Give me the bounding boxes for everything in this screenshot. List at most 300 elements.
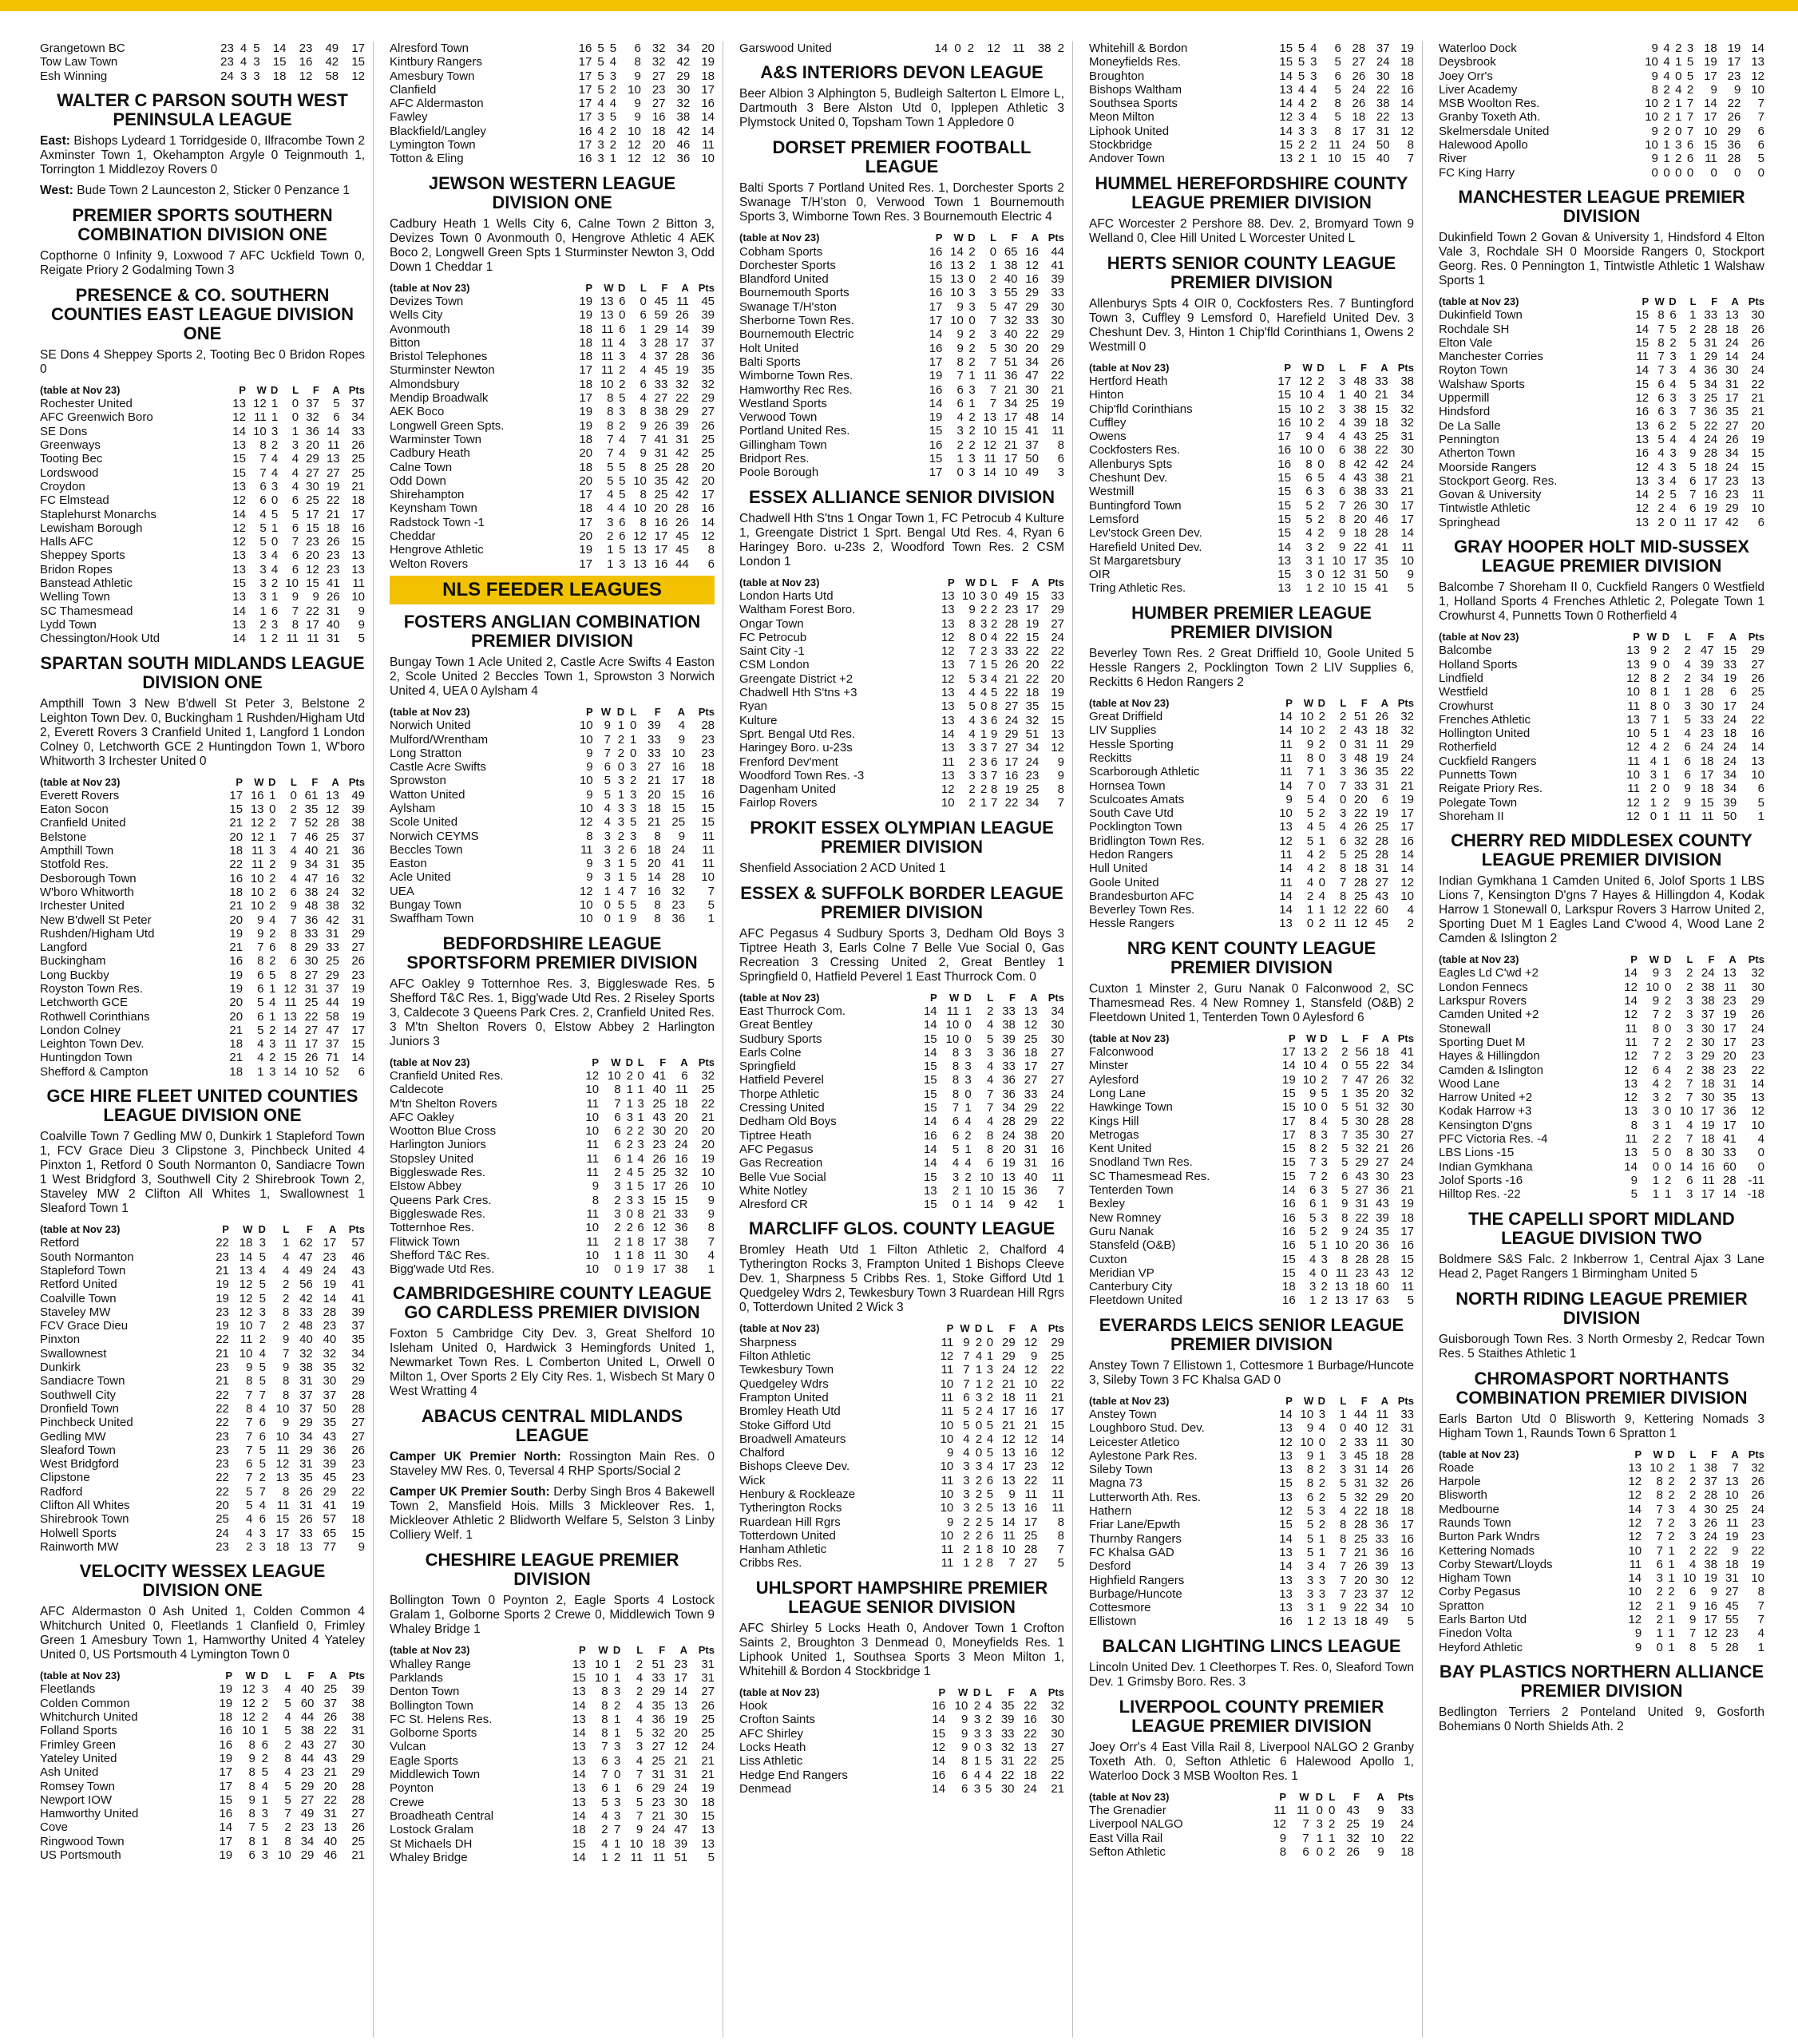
table-row: Stansfeld (O&B) 16 5 1 10 20 36 16 (1089, 1238, 1414, 1253)
table-row: Lymington Town 17 3 2 12 20 46 11 (390, 138, 715, 153)
table-row: Fleetlands 19 12 3 4 40 25 39 (40, 1682, 365, 1697)
table-row: FC St. Helens Res. 13 8 1 4 36 19 25 (390, 1712, 715, 1726)
table-row: Kings Hill 17 8 4 5 30 28 28 (1089, 1114, 1414, 1128)
table-row: Retford United 19 12 5 2 56 19 41 (40, 1278, 365, 1292)
table-row: AFC Shirley 15 9 3 3 33 22 30 (739, 1726, 1064, 1741)
table-row: Westfield 10 8 1 1 28 6 25 (1439, 685, 1764, 699)
table-row: Reigate Priory Res. 11 2 0 9 18 34 6 (1439, 782, 1764, 796)
table-row: Rochdale SH 14 7 5 2 28 18 26 (1439, 322, 1764, 336)
table-row: Dunkirk 23 9 5 9 38 35 32 (40, 1361, 365, 1375)
table-row: Bollington Town 14 8 2 4 35 13 26 (390, 1698, 715, 1713)
table-row: Harpole 12 8 2 2 37 13 26 (1439, 1475, 1764, 1489)
table-row: Waterloo Dock 9 4 2 3 18 19 14 (1439, 42, 1764, 55)
table-row: Keynsham Town 18 4 4 10 20 28 16 (390, 501, 715, 516)
table-row: Alresford Town 16 5 5 6 32 34 20 (390, 42, 715, 55)
table-row: Hertford Heath 17 12 2 3 48 33 38 (1089, 374, 1414, 388)
table-row: FC Elmstead 12 6 0 6 25 22 18 (40, 493, 365, 508)
table-row: Polegate Town 12 1 2 9 15 39 5 (1439, 795, 1764, 810)
table-row: Gas Recreation 14 4 4 6 19 31 16 (739, 1156, 1064, 1171)
league-heading: PREMIER SPORTS SOUTHERN COMBINATION DIVISION ONE (72, 204, 333, 244)
table-row: Flitwick Town 11 2 1 8 17 38 7 (390, 1234, 715, 1249)
table-row: Brandesburton AFC 14 2 4 8 25 43 10 (1089, 889, 1414, 903)
table-row: Lev'stock Green Dev. 15 4 2 9 18 28 14 (1089, 526, 1414, 541)
table-row: Sporting Duet M 11 7 2 2 30 17 23 (1439, 1035, 1764, 1049)
table-row: Elstow Abbey 9 3 1 5 17 26 10 (390, 1179, 715, 1194)
table-row: Heyford Athletic 9 0 1 8 5 28 1 (1439, 1640, 1764, 1654)
table-row: Staveley MW 23 12 3 8 33 28 39 (40, 1305, 365, 1319)
table-row: New B'dwell St Peter 20 9 4 7 36 42 31 (40, 913, 365, 927)
table-row: Aylsham 10 4 3 3 18 15 15 (390, 801, 715, 815)
table-row: Southsea Sports 14 4 2 8 26 38 14 (1089, 97, 1414, 111)
table-row: Finedon Volta 9 1 1 7 12 23 4 (1439, 1626, 1764, 1641)
table-row: OIR 15 3 0 12 31 50 9 (1089, 568, 1414, 582)
table-row: Kintbury Rangers 17 5 4 8 32 42 19 (390, 55, 715, 69)
table-row: SC Thamesmead 14 1 6 7 22 31 9 (40, 604, 365, 618)
table-row: Mulford/Wrentham 10 7 2 1 33 9 23 (390, 732, 715, 747)
table-row: Sherborne Town Res. 17 10 0 7 32 33 30 (739, 314, 1064, 328)
table-row: Golborne Sports 14 8 1 5 32 20 25 (390, 1726, 715, 1741)
league-heading: GCE HIRE FLEET UNITED COUNTIES LEAGUE DIVISION ONE (46, 1086, 358, 1126)
table-row: South Cave Utd 10 5 2 3 22 19 17 (1089, 806, 1414, 821)
table-row: Lostock Gralam 18 2 7 9 24 47 13 (390, 1823, 715, 1837)
results-text: Anstey Town 7 Ellistown 1, Cottesmore 1 Burbage/Huncote 3, Sileby Town 3 FC Khalsa GAD 0 (1089, 1358, 1414, 1387)
results-text: Chadwell Hth S'tns 1 Ongar Town 1, FC Petrocub 4 Kulture 1, Greengate District 1 Sprt. Bengal Utd Res. 4, Ryan 6 Haringey Boro. u-23s 2, Woodford Town Res. 2 CSM London 1 (739, 511, 1064, 568)
table-row: Bridon Ropes 13 3 4 6 12 23 13 (40, 562, 365, 576)
table-header-row: (table at Nov 23) P W D L F A Pts (739, 991, 1064, 1004)
table-row: Sheppey Sports 13 3 4 6 20 23 13 (40, 549, 365, 563)
table-row: LBS Lions -15 13 5 0 8 30 33 0 (1439, 1146, 1764, 1160)
table-row: De La Salle 13 6 2 5 22 27 20 (1439, 418, 1764, 433)
table-row: Medbourne 14 7 3 4 30 25 24 (1439, 1502, 1764, 1516)
table-row: Sharpness 11 9 2 0 29 12 29 (739, 1335, 1064, 1349)
table-row: Bournemouth Sports 16 10 3 3 55 29 33 (739, 286, 1064, 300)
table-row: Tintwistle Athletic 12 2 4 6 19 29 10 (1439, 501, 1764, 516)
table-row: Blandford United 15 13 0 2 40 16 39 (739, 272, 1064, 287)
table-row: London Harts Utd 13 10 3 0 49 15 33 (739, 588, 1064, 603)
table-row: Amesbury Town 17 5 3 9 27 29 18 (390, 69, 715, 83)
league-table (739, 42, 1064, 55)
table-row: Long Lane 15 9 5 1 35 20 32 (1089, 1086, 1414, 1100)
table-row: Tiptree Heath 16 6 2 8 24 38 20 (739, 1128, 1064, 1143)
table-row: Bexley 16 6 1 9 31 43 19 (1089, 1197, 1414, 1211)
table-header-row: (table at Nov 23) P W D L F A Pts (739, 1322, 1064, 1335)
column-5 (1431, 42, 1772, 2038)
table-row: Corby Pegasus 10 2 2 6 9 27 8 (1439, 1585, 1764, 1599)
table-row: Lemsford 15 5 2 8 20 46 17 (1089, 512, 1414, 526)
table-row: Greenways 13 8 2 3 20 11 26 (40, 438, 365, 453)
table-row: Mendip Broadwalk 17 8 5 4 27 22 29 (390, 391, 715, 406)
league-table (739, 1686, 1064, 1796)
results-text: Ampthill Town 3 New B'dwell St Peter 3, Belstone 2 Leighton Town Dev. 0, Buckingham 1 Rushden/Higham Utd 2, Everett Rovers 3 Cranfield United 1, Langford 1 London Colney 0, Letchworth GCE 2 Huntingdon Town 1, W'boro Whitworth 3 Irchester United 0 (40, 696, 365, 768)
table-row: US Portsmouth 19 6 3 10 29 46 21 (40, 1848, 365, 1863)
league-heading: PRESENCE & CO. SOUTHERN COUNTIES EAST LEAGUE DIVISION ONE (51, 284, 354, 343)
table-row: Letchworth GCE 20 5 4 11 25 44 19 (40, 996, 365, 1010)
table-row: FC King Harry 0 0 0 0 0 0 0 (1439, 165, 1764, 180)
table-header-row: (table at Nov 23) P W D L F A Pts (1439, 953, 1764, 966)
table-row: SC Thamesmead Res. 15 7 2 6 43 30 23 (1089, 1169, 1414, 1183)
table-row: Desford 14 3 4 7 26 39 13 (1089, 1559, 1414, 1574)
table-row: Meon Milton 12 3 4 5 18 22 13 (1089, 110, 1414, 125)
table-row: Longwell Green Spts. 19 8 2 9 26 39 26 (390, 418, 715, 433)
table-row: Sudbury Sports 15 10 0 5 39 25 30 (739, 1032, 1064, 1046)
table-row: Buntingford Town 15 5 2 7 26 30 17 (1089, 498, 1414, 513)
table-row: Cribbs Res. 11 1 2 8 7 27 5 (739, 1556, 1064, 1571)
table-row: Desborough Town 16 10 2 4 47 16 32 (40, 871, 365, 885)
table-row: Hornsea Town 14 7 0 7 33 31 21 (1089, 778, 1414, 793)
table-row: FC Petrocub 12 8 0 4 22 15 24 (739, 630, 1064, 644)
table-row: Calne Town 18 5 5 8 25 28 20 (390, 460, 715, 474)
table-row: Halewood Apollo 10 1 3 6 15 36 6 (1439, 138, 1764, 153)
league-table (1439, 953, 1764, 1201)
table-row: Uppermill 12 6 3 3 25 17 21 (1439, 391, 1764, 406)
table-row: Earls Barton Utd 12 2 1 9 17 55 7 (1439, 1613, 1764, 1627)
table-row: Blisworth 12 8 2 2 28 10 26 (1439, 1488, 1764, 1503)
table-row: Ongar Town 13 8 3 2 28 19 27 (739, 616, 1064, 631)
table-row: Denton Town 13 8 3 2 29 14 27 (390, 1685, 715, 1699)
table-row: Hedge End Rangers 16 6 4 4 22 18 22 (739, 1768, 1064, 1782)
table-row: Thurnby Rangers 14 5 1 8 25 33 16 (1089, 1531, 1414, 1546)
table-row: Sefton Athletic 8 6 0 2 26 9 18 (1089, 1844, 1414, 1859)
table-row: Cheddar 20 2 6 12 17 45 12 (390, 529, 715, 544)
table-row: Hindsford 16 6 3 7 36 35 21 (1439, 405, 1764, 419)
table-row: Lydd Town 13 2 3 8 17 40 9 (40, 617, 365, 632)
table-row: Harrow United +2 12 3 2 7 30 35 13 (1439, 1091, 1764, 1105)
results-text: Boldmere S&S Falc. 2 Inkberrow 1, Central Ajax 3 Lane Head 2, Paget Rangers 1 Birmingham United 5 (1439, 1252, 1764, 1281)
column-3 (731, 42, 1073, 2038)
table-row: AFC Oakley 10 6 3 1 43 20 21 (390, 1110, 715, 1124)
table-row: Holt United 16 9 2 5 30 20 29 (739, 341, 1064, 355)
league-heading: ABACUS CENTRAL MIDLANDS LEAGUE (421, 1406, 683, 1446)
league-heading: EVERARDS LEICS SENIOR LEAGUE PREMIER DIVISION (1099, 1314, 1404, 1354)
table-row: Falconwood 17 13 2 2 56 18 41 (1089, 1045, 1414, 1060)
table-row: AFC Pegasus 14 5 1 8 20 31 16 (739, 1142, 1064, 1156)
table-row: Radford 22 5 7 8 26 29 22 (40, 1484, 365, 1499)
results-text: Earls Barton Utd 0 Blisworth 9, Kettering Nomads 3 Higham Town 1, Raunds Town 6 Spratton 1 (1439, 1412, 1764, 1440)
table-row: Cranfield United 21 12 2 7 52 28 38 (40, 816, 365, 830)
table-row: Caldecote 10 8 1 1 40 11 25 (390, 1083, 715, 1097)
table-row: Govan & University 14 2 5 7 16 23 11 (1439, 488, 1764, 502)
table-row: Newport IOW 15 9 1 5 27 22 28 (40, 1792, 365, 1807)
table-row: Norwich United 10 9 1 0 39 4 28 (390, 719, 715, 733)
table-row: Clipstone 22 7 2 13 35 45 23 (40, 1471, 365, 1485)
table-row: Hanham Athletic 11 2 1 8 10 28 7 (739, 1543, 1064, 1557)
table-row: Crewe 13 5 3 5 23 30 18 (390, 1795, 715, 1809)
table-row: PFC Victoria Res. -4 11 2 2 7 18 41 4 (1439, 1132, 1764, 1147)
table-row: South Normanton 23 14 5 4 47 23 46 (40, 1250, 365, 1264)
table-row: Frimley Green 16 8 6 2 43 27 30 (40, 1737, 365, 1752)
table-row: Henbury & Rockleaze 10 3 2 5 9 11 11 (739, 1487, 1064, 1501)
table-header-row: (table at Nov 23) P W D L F A Pts (390, 1644, 715, 1657)
table-row: Bridport Res. 15 1 3 11 17 50 6 (739, 452, 1064, 466)
table-row: Everett Rovers 17 16 1 0 61 13 49 (40, 788, 365, 802)
table-row: FCV Grace Dieu 19 10 7 2 48 23 37 (40, 1319, 365, 1333)
league-heading: BEDFORDSHIRE LEAGUE SPORTSFORM PREMIER DIVISION (406, 933, 698, 972)
table-row: Greengate District +2 12 5 3 4 21 22 20 (739, 671, 1064, 686)
table-row: Kettering Nomads 10 7 1 2 22 9 22 (1439, 1543, 1764, 1558)
table-row: Frampton United 11 6 3 2 18 11 21 (739, 1390, 1064, 1404)
table-row: Royston Town Res. 19 6 1 12 31 37 19 (40, 981, 365, 996)
table-row: Verwood Town 19 4 2 13 17 48 14 (739, 410, 1064, 425)
table-header-row: (table at Nov 23) P W D L F A Pts (1089, 1790, 1414, 1803)
table-row: Welling Town 13 3 1 9 9 26 10 (40, 590, 365, 604)
table-row: W'boro Whitworth 18 10 2 6 38 24 32 (40, 885, 365, 899)
table-row: Wimborne Town Res. 19 7 1 11 36 47 22 (739, 369, 1064, 383)
table-row: Stockport Georg. Res. 13 3 4 6 17 23 13 (1439, 473, 1764, 488)
table-row: MSB Woolton Res. 10 2 1 7 14 22 7 (1439, 97, 1764, 111)
results-text: Shenfield Association 2 ACD United 1 (739, 861, 946, 875)
results-text: Copthorne 0 Infinity 9, Loxwood 7 AFC Uckfield Town 0, Reigate Priory 2 Godalming Town 3 (40, 248, 365, 277)
table-header-row: (table at Nov 23) P W D L F A Pts (1089, 1032, 1414, 1044)
table-row: Stonewall 11 8 0 3 30 17 24 (1439, 1021, 1764, 1036)
table-row: Shirehampton 17 4 5 8 25 42 17 (390, 488, 715, 502)
table-row: Jolof Sports -16 9 1 2 6 11 28 -11 (1439, 1173, 1764, 1187)
table-row: Loughboro Stud. Dev. 13 9 4 0 40 12 31 (1089, 1421, 1414, 1436)
table-row: Kodak Harrow +3 13 3 0 10 17 36 12 (1439, 1104, 1764, 1119)
table-row: Sandiacre Town 21 8 5 8 31 30 29 (40, 1374, 365, 1388)
table-row: Royton Town 14 7 3 4 36 30 24 (1439, 363, 1764, 378)
table-row: Huntingdon Town 21 4 2 15 26 71 14 (40, 1051, 365, 1065)
table-row: Stapleford Town 21 13 4 4 49 24 43 (40, 1263, 365, 1278)
table-row: Poole Borough 17 0 3 14 10 49 3 (739, 465, 1064, 480)
table-row: Sleaford Town 23 7 5 11 29 36 26 (40, 1443, 365, 1457)
table-row: Long Stratton 9 7 2 0 33 10 23 (390, 746, 715, 760)
table-row: CSM London 13 7 1 5 26 20 22 (739, 658, 1064, 672)
table-row: Gedling MW 23 7 6 10 34 43 27 (40, 1429, 365, 1444)
table-row: Dukinfield Town 15 8 6 1 33 13 30 (1439, 308, 1764, 323)
table-row: Canterbury City 18 3 2 13 18 60 11 (1089, 1280, 1414, 1294)
table-row: Ringwood Town 17 8 1 8 34 40 25 (40, 1834, 365, 1848)
table-row: London Fennecs 12 10 0 2 38 11 30 (1439, 980, 1764, 994)
table-row: Middlewich Town 14 7 0 7 31 31 21 (390, 1768, 715, 1782)
table-row: Punnetts Town 10 3 1 6 17 34 10 (1439, 767, 1764, 782)
league-heading: BALCAN LIGHTING LINCS LEAGUE (1102, 1635, 1401, 1656)
table-row: Haringey Boro. u-23s 13 3 3 7 27 34 12 (739, 741, 1064, 755)
table-row: Chalford 9 4 0 5 13 16 12 (739, 1446, 1064, 1460)
results-text: AFC Shirley 5 Locks Heath 0, Andover Town 1 Crofton Saints 2, Broughton 3 Denmead 0, Moneyfields Res. 1 Liphook United 1, Southsea Sports 3 Meon Milton 1, Whitehill & Bordon 4 Stockbridge 1 (739, 1621, 1064, 1678)
results-page (32, 42, 1772, 2038)
table-row: Harefield United Dev. 14 3 2 9 22 41 11 (1089, 540, 1414, 554)
table-row: Almondsbury 18 10 2 6 33 32 32 (390, 377, 715, 391)
table-row: Great Bentley 14 10 0 4 38 12 30 (739, 1018, 1064, 1032)
table-header-row: (table at Nov 23) P W D L F A Pts (1089, 361, 1414, 374)
league-heading: MANCHESTER LEAGUE PREMIER DIVISION (1458, 186, 1745, 226)
table-row: Grangetown BC 23 4 5 14 23 49 17 (40, 42, 365, 55)
table-row: Hamworthy United 16 8 3 7 49 31 27 (40, 1807, 365, 1821)
table-row: Shoreham II 12 0 1 11 11 50 1 (1439, 809, 1764, 823)
table-row: Sculcoates Amats 9 5 4 0 20 6 19 (1089, 792, 1414, 806)
table-row: Yateley United 19 9 2 8 44 43 29 (40, 1751, 365, 1765)
table-row: Scarborough Athletic 11 7 1 3 36 35 22 (1089, 765, 1414, 779)
table-row: Moneyfields Res. 15 5 3 5 27 24 18 (1089, 55, 1414, 69)
table-row: Harlington Juniors 11 6 2 3 23 24 20 (390, 1138, 715, 1152)
table-row: St Michaels DH 15 4 1 10 18 39 13 (390, 1836, 715, 1851)
table-row: Retford 22 18 3 1 62 17 57 (40, 1236, 365, 1250)
column-4 (1081, 42, 1423, 2038)
table-row: Great Driffield 14 10 2 2 51 26 32 (1089, 710, 1414, 724)
table-row: Lewisham Borough 12 5 1 6 15 18 16 (40, 521, 365, 535)
table-row: Swallownest 21 10 4 7 32 32 34 (40, 1346, 365, 1361)
table-row: Belle Vue Social 15 3 2 10 13 40 11 (739, 1170, 1064, 1184)
table-row: Locks Heath 12 9 0 3 32 13 27 (739, 1740, 1064, 1754)
table-row: Portland United Res. 15 3 2 10 15 41 11 (739, 424, 1064, 438)
table-row: Beccles Town 11 3 2 6 18 24 11 (390, 842, 715, 857)
table-row: Fleetdown United 16 1 2 13 17 63 5 (1089, 1293, 1414, 1308)
results-text: AFC Aldermaston 0 Ash United 1, Colden Common 4 Whitchurch United 0, Fleetlands 1 Clanfield 0, Frimley Green 1 Amesbury Town 1, Hamworthy United 4 Yateley United 0, US Portsmouth 4 Lymington Town 0 (40, 1605, 365, 1662)
table-row: Ampthill Town 18 11 3 4 40 21 36 (40, 844, 365, 858)
table-row: Shefford T&C Res. 10 1 1 8 11 30 4 (390, 1248, 715, 1262)
table-row: Clifton All Whites 20 5 4 11 31 41 19 (40, 1499, 365, 1512)
table-header-row: (table at Nov 23) P W D L F A Pts (739, 1686, 1064, 1698)
table-row: Whalley Range 13 10 1 2 51 23 31 (390, 1657, 715, 1671)
table-row: Reckitts 11 8 0 3 48 19 24 (1089, 751, 1414, 765)
table-row: Springfield 15 8 3 4 33 17 27 (739, 1060, 1064, 1074)
table-row: Bishops Cleeve Dev. 10 3 3 4 17 23 12 (739, 1460, 1064, 1474)
table-row: Chessington/Hook Utd 14 1 2 11 11 31 5 (40, 632, 365, 646)
table-row: Belstone 20 12 1 7 46 25 37 (40, 830, 365, 844)
table-row: Bitton 18 11 4 3 28 17 37 (390, 335, 715, 350)
table-row: Eaton Socon 15 13 0 2 35 12 39 (40, 802, 365, 817)
league-table (40, 1669, 365, 1862)
results-text: AFC Pegasus 4 Sudbury Sports 3, Dedham Old Boys 3 Tiptree Heath 3, Earls Colne 7 Belle Vue Social 0, Gas Recreation 3 Cressing United 2, Great Bentley 1 Springfield 0, Hatfield Peverel 1 East Thurrock Com. 0 (739, 926, 1064, 984)
table-row: Fairlop Rovers 10 2 1 7 22 34 7 (739, 796, 1064, 810)
table-row: Liver Academy 8 2 4 2 9 9 10 (1439, 82, 1764, 97)
table-header-row: (table at Nov 23) P W D L F A Pts (1089, 1394, 1414, 1407)
table-row: Higham Town 14 3 1 10 19 31 10 (1439, 1571, 1764, 1586)
table-row: Cobham Sports 16 14 2 0 65 16 44 (739, 244, 1064, 259)
table-row: Dedham Old Boys 14 6 4 4 28 29 22 (739, 1115, 1064, 1129)
table-row: Hull United 14 4 2 8 18 31 14 (1089, 862, 1414, 876)
table-row: Sprt. Bengal Utd Res. 14 4 1 9 29 51 13 (739, 727, 1064, 741)
table-row: Saint City -1 12 7 2 3 33 22 22 (739, 644, 1064, 659)
table-row: Whitehill & Bordon 15 5 4 6 28 37 19 (1089, 42, 1414, 55)
table-row: Ash United 17 8 5 4 23 21 29 (40, 1765, 365, 1780)
table-row: Sprowston 10 5 3 2 21 17 18 (390, 774, 715, 788)
league-heading: BAY PLASTICS NORTHERN ALLIANCE PREMIER DIVISION (1439, 1661, 1764, 1701)
table-row: Earls Colne 14 8 3 3 36 18 27 (739, 1045, 1064, 1060)
league-table (739, 1321, 1064, 1570)
table-row: Bigg'wade Utd Res. 10 0 1 9 17 38 1 (390, 1262, 715, 1277)
table-row: Whitchurch United 18 12 2 4 44 26 38 (40, 1710, 365, 1725)
league-table (390, 42, 715, 166)
results-text: Lincoln United Dev. 1 Cleethorpes T. Res. 0, Sleaford Town Dev. 1 Grimsby Boro. Res. 3 (1089, 1660, 1414, 1689)
league-table (1439, 630, 1764, 823)
section-banner: NLS FEEDER LEAGUES (390, 576, 715, 604)
league-table (1089, 696, 1414, 931)
table-row: AFC Greenwich Boro 12 11 1 0 32 6 34 (40, 410, 365, 425)
table-row: Vulcan 13 7 3 3 27 12 24 (390, 1740, 715, 1754)
league-table (40, 383, 365, 646)
table-row: M'tn Shelton Rovers 11 7 1 3 25 18 22 (390, 1096, 715, 1111)
table-row: Hinton 15 10 4 1 40 21 34 (1089, 388, 1414, 402)
table-row: Kulture 13 4 3 6 24 32 15 (739, 713, 1064, 727)
table-row: Langford 21 7 6 8 29 33 27 (40, 941, 365, 955)
league-table (739, 991, 1064, 1212)
table-row: Allenburys Spts 16 8 0 8 42 42 24 (1089, 457, 1414, 471)
table-row: Staplehurst Monarchs 14 4 5 5 17 21 17 (40, 507, 365, 521)
table-row: Pocklington Town 13 4 5 4 26 25 17 (1089, 820, 1414, 834)
league-table (40, 42, 365, 83)
table-row: Kent United 15 8 2 5 32 21 26 (1089, 1142, 1414, 1156)
league-heading: A&S INTERIORS DEVON LEAGUE (760, 62, 1044, 83)
table-row: Holwell Sports 24 4 3 17 33 65 15 (40, 1526, 365, 1540)
table-row: Westmill 15 6 3 6 38 33 21 (1089, 485, 1414, 499)
table-row: Liphook United 14 3 3 8 17 31 12 (1089, 124, 1414, 138)
league-heading: MARCLIFF GLOS. COUNTY LEAGUE (748, 1218, 1055, 1239)
table-row: Cranfield United Res. 12 10 2 0 41 6 32 (390, 1068, 715, 1083)
table-row: Raunds Town 12 7 2 3 26 11 23 (1439, 1516, 1764, 1530)
table-row: Hook 16 10 2 4 35 22 32 (739, 1699, 1064, 1713)
table-row: Cottesmore 13 3 1 9 22 34 10 (1089, 1601, 1414, 1615)
results-text: Coalville Town 7 Gedling MW 0, Dunkirk 1 Stapleford Town 1, FCV Grace Dieu 3 Clipstone 3, Pinchbeck United 4 Pinxton 1, Retford 0 South Normanton 0, Sandiacre Town 1 West Bridgford 3, Southwell City 2 Shirebrook Town 2, Staveley MW 2 Clifton All Whites 1, Swallownest 1 Sleaford Town 1 (40, 1130, 365, 1216)
results-text: Dukinfield Town 2 Govan & University 1, Hindsford 4 Elton Vale 3, Rochdale SH 0 Moorside Rangers 0, Stockport Georg. Res. 0 Pennington 1, Tintwistle Athletic 1 Walshaw Sports 1 (1439, 230, 1764, 287)
table-row: Poynton 13 6 1 6 29 24 19 (390, 1781, 715, 1796)
table-row: Garswood United 14 0 2 12 11 38 2 (739, 42, 1064, 55)
table-row: Meridian VP 15 4 0 11 23 43 12 (1089, 1266, 1414, 1280)
league-table (390, 1643, 715, 1864)
table-row: Minster 14 10 4 0 55 22 34 (1089, 1059, 1414, 1073)
league-table (1089, 1790, 1414, 1859)
table-header-row: (table at Nov 23) P W D L F A Pts (40, 775, 365, 788)
league-table (1089, 1032, 1414, 1308)
table-row: Gillingham Town 16 2 2 12 21 37 8 (739, 438, 1064, 452)
table-row: Leicester Atletico 12 10 0 2 33 11 30 (1089, 1435, 1414, 1449)
table-header-row: (table at Nov 23) P W D L F A Pts (1439, 631, 1764, 644)
table-row: Filton Athletic 12 7 4 1 29 9 25 (739, 1349, 1064, 1364)
league-table (390, 281, 715, 571)
league-heading: THE CAPELLI SPORT MIDLAND LEAGUE DIVISION TWO (1468, 1208, 1735, 1248)
table-row: Goole United 11 4 0 7 28 27 12 (1089, 875, 1414, 889)
table-header-row: (table at Nov 23) P W D L F A Pts (40, 1670, 365, 1682)
table-row: Dagenham United 12 2 2 8 19 25 8 (739, 782, 1064, 797)
table-header-row: (table at Nov 23) P W D L F A Pts (390, 1056, 715, 1068)
table-row: Joey Orr's 9 4 0 5 17 23 12 (1439, 69, 1764, 83)
table-row: Totterdown United 10 2 2 6 11 25 8 (739, 1528, 1064, 1543)
league-heading: CHROMASPORT NORTHANTS COMBINATION PREMIER DIVISION (1455, 1368, 1748, 1408)
league-table (739, 576, 1064, 810)
league-heading: CAMBRIDGESHIRE COUNTY LEAGUE GO CARDLESS PREMIER DIVISION (392, 1283, 712, 1323)
league-heading: JEWSON WESTERN LEAGUE DIVISION ONE (428, 172, 676, 212)
league-heading: CHESHIRE LEAGUE PREMIER DIVISION (425, 1550, 679, 1590)
table-row: Hamworthy Rec Res. 16 6 3 7 21 30 21 (739, 382, 1064, 397)
table-row: Stopsley United 11 6 1 4 26 16 19 (390, 1151, 715, 1166)
table-row: Dorchester Sports 16 13 2 1 38 12 41 (739, 258, 1064, 272)
table-row: Granby Toxeth Ath. 10 2 1 7 17 26 7 (1439, 110, 1764, 125)
league-heading: LIVERPOOL COUNTY PREMIER LEAGUE PREMIER DIVISION (1119, 1696, 1384, 1736)
table-row: Shirebrook Town 25 4 6 15 26 57 18 (40, 1512, 365, 1527)
table-row: Tenterden Town 14 6 3 5 27 36 21 (1089, 1183, 1414, 1198)
table-row: Elton Vale 15 8 2 5 31 24 26 (1439, 335, 1764, 350)
table-row: Bridlington Town Res. 12 5 1 6 32 28 16 (1089, 834, 1414, 848)
table-row: Rothwell Corinthians 20 6 1 13 22 58 19 (40, 1009, 365, 1024)
league-heading: NRG KENT COUNTY LEAGUE PREMIER DIVISION (1127, 937, 1376, 977)
table-row: Avonmouth 18 11 6 1 29 14 39 (390, 322, 715, 336)
table-row: Beverley Town Res. 14 1 1 12 22 60 4 (1089, 903, 1414, 917)
table-row: Rotherfield 12 4 2 6 24 24 14 (1439, 740, 1764, 755)
table-row: Sileby Town 13 8 2 3 31 14 26 (1089, 1463, 1414, 1477)
table-row: Wells City 19 13 0 6 59 26 39 (390, 308, 715, 323)
league-heading: CHERRY RED MIDDLESEX COUNTY LEAGUE PREMIER DIVISION (1451, 830, 1752, 870)
table-row: Buckingham 16 8 2 6 30 25 26 (40, 954, 365, 969)
table-row: Hatfield Peverel 15 8 3 4 36 27 27 (739, 1073, 1064, 1087)
table-row: Cuckfield Rangers 11 4 1 6 18 24 13 (1439, 754, 1764, 768)
table-row: Camden United +2 12 7 2 3 37 19 26 (1439, 1008, 1764, 1022)
table-row: Folland Sports 16 10 1 5 38 22 31 (40, 1724, 365, 1738)
table-row: Corby Stewart/Lloyds 11 6 1 4 38 18 19 (1439, 1557, 1764, 1571)
table-row: Tow Law Town 23 4 3 15 16 42 15 (40, 55, 365, 69)
table-row: Tring Athletic Res. 13 1 2 10 15 41 5 (1089, 581, 1414, 596)
table-row: Stotfold Res. 22 11 2 9 34 31 35 (40, 858, 365, 872)
table-row: Atherton Town 16 4 3 9 28 34 15 (1439, 446, 1764, 461)
